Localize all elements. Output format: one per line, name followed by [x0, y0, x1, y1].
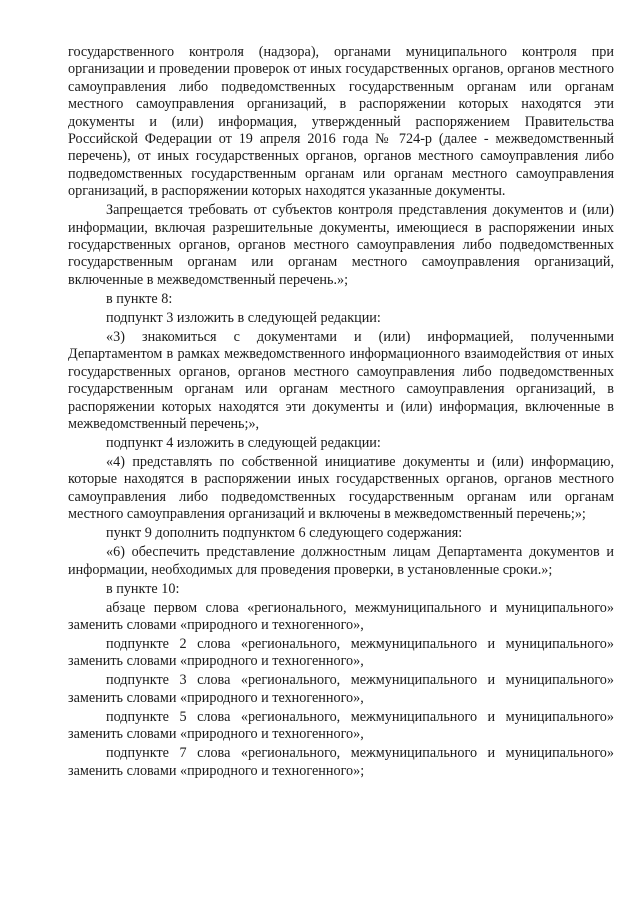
paragraph-continuation: государственного контроля (надзора), органами муниципального контроля при организации и проведении проверок от иных государственных органов, органов местного самоуправления либо подведомственных государственным органам или органам местного самоуправления организаций, в распоряжении которых находятся эти документы и (или) информация, утвержденный распоряжением Правительства Российской Федерации от 19 апреля 2016 года № 724-р (далее - межведомственный перечень), от иных государственных органов, органов местного самоуправления либо подведомственных государственным органам или органам местного самоуправления организаций, в распоряжении которых находятся указанные документы. — [68, 44, 614, 200]
paragraph-item-8-heading: в пункте 8: — [106, 290, 173, 307]
paragraph-item-9-instruction: пункт 9 дополнить подпунктом 6 следующего содержания: — [106, 525, 463, 542]
paragraph-amendment-first: абзаце первом слова «регионального, межмуниципального и муниципального» заменить словами «природного и техногенного», — [68, 599, 614, 633]
paragraph-amendment-subitem-3: подпункте 3 слова «регионального, межмуниципального и муниципального» заменить словами «природного и техногенного», — [68, 672, 614, 706]
paragraph-item-10-heading: в пункте 10: — [106, 580, 180, 597]
document-body — [68, 44, 614, 780]
paragraph-amendment-subitem-5: подпункте 5 слова «регионального, межмуниципального и муниципального» заменить словами «природного и техногенного», — [68, 708, 614, 743]
paragraph-subitem-6-text: «6) обеспечить представление должностным лицам Департамента документов и информации, необходимых для проведения проверки, в установленные сроки.»; — [68, 544, 614, 578]
paragraph-subitem-3-instruction: подпункт 3 изложить в следующей редакции: — [106, 309, 381, 326]
paragraph-amendment-subitem-2: подпункте 2 слова «регионального, межмуниципального и муниципального» заменить словами «природного и техногенного», — [68, 635, 614, 670]
paragraph-amendment-subitem-7: подпункте 7 слова «регионального, межмуниципального и муниципального» заменить словами «природного и техногенного»; — [68, 745, 614, 779]
paragraph-prohibition: Запрещается требовать от субъектов контроля представления документов и (или) информации, включая разрешительные документы, имеющиеся в распоряжении иных государственных органов, органов местного самоуправления либо подведомственных государственным органам или органам местного самоуправления организаций, включенные в межведомственный перечень.»; — [68, 202, 614, 288]
paragraph-subitem-3-text: «3) знакомиться с документами и (или) информацией, полученными Департаментом в рамках межведомственного информационного взаимодействия от иных государственных органов, органов местного самоуправления либо подведомственных государственным органам или органам местного самоуправления организаций, в распоряжении которых находятся эти документы и (или) информация, включенные в межведомственный перечень;», — [68, 328, 614, 432]
paragraph-subitem-4-instruction: подпункт 4 изложить в следующей редакции: — [106, 434, 381, 451]
paragraph-subitem-4-text: «4) представлять по собственной инициативе документы и (или) информацию, которые находятся в распоряжении иных государственных органов, органов местного самоуправления либо подведомственных государственным органам или органам местного самоуправления организаций и включены в межведомственный перечень;»; — [68, 453, 614, 523]
